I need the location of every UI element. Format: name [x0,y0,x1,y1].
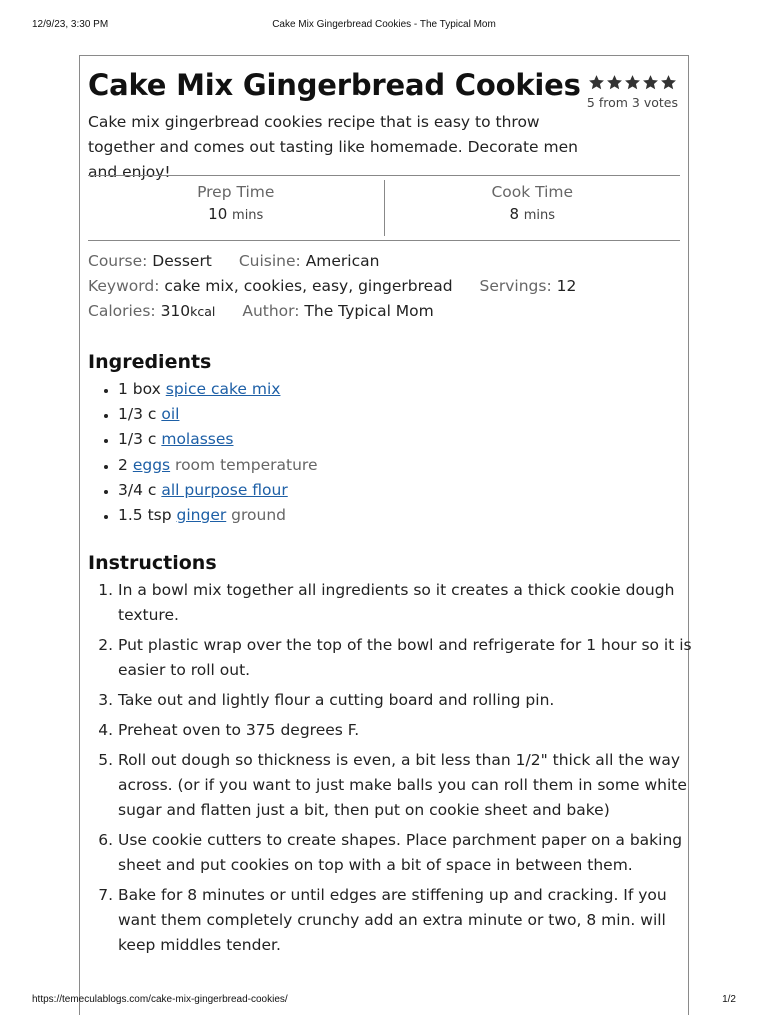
instruction-step: 3. Take out and lightly flour a cutting board and rolling pin. [118,688,708,713]
ingredient-link[interactable]: molasses [161,430,234,449]
ingredient-link[interactable]: spice cake mix [165,380,281,398]
ingredients-list [88,377,708,528]
course-label: Course: [88,252,148,270]
ingredient-note: room temperature [175,455,318,474]
meta-keyword [88,277,453,295]
instructions-list [88,578,708,963]
print-page-title: Cake Mix Gingerbread Cookies - The Typical Mom [272,19,496,30]
meta-author [242,302,433,320]
print-url: https://temeculablogs.com/cake-mix-gingerbread-cookies/ [32,994,288,1005]
servings-value[interactable]: 12 [556,277,577,295]
ingredient-link[interactable]: ginger [176,506,227,525]
instruction-step: 6. Use cookie cutters to create shapes. Place parchment paper on a baking sheet and put cookies on top with a bit of space in between them. [118,828,708,878]
list-item [118,478,708,503]
calories-label: Calories: [88,302,156,320]
ingredient-amount: 1/3 c [118,405,157,424]
cuisine-label: Cuisine: [238,252,301,270]
servings-label: Servings: [479,277,552,295]
cook-time-unit: mins [523,208,556,223]
rating-stars[interactable] [587,74,678,91]
list-item [118,377,708,402]
instruction-step: 2. Put plastic wrap over the top of the bowl and refrigerate for 1 hour so it is easier to roll out. [118,633,708,683]
ingredient-link[interactable]: oil [161,405,180,424]
course-value: Dessert [152,252,212,270]
keyword-value: cake mix, cookies, easy, gingerbread [164,277,453,295]
star-icon[interactable] [606,74,623,91]
prep-time-value: 10 [208,205,228,223]
meta-row [88,249,680,274]
meta-cuisine [239,252,380,270]
prep-time [88,176,384,240]
list-item [118,453,708,478]
meta-course [88,252,212,270]
ingredient-link[interactable]: all purpose flour [161,480,288,499]
star-icon[interactable] [642,74,659,91]
meta-row [88,274,680,299]
star-icon[interactable] [588,74,605,91]
print-header [32,19,736,33]
prep-time-label: Prep Time [197,183,275,201]
prep-time-unit: mins [232,208,264,223]
recipe-rating[interactable] [587,74,678,110]
print-page-number: 1/2 [722,994,736,1005]
ingredients-heading: Ingredients [88,351,212,373]
author-label: Author: [242,302,300,320]
cook-time-value: 8 [509,205,519,223]
instruction-step: 1. In a bowl mix together all ingredients so it creates a thick cookie dough texture. [118,578,708,628]
recipe-card [79,55,692,1015]
ingredient-amount: 1.5 tsp [118,506,172,525]
recipe-meta [88,249,680,324]
keyword-label: Keyword: [88,277,160,295]
list-item [118,503,708,528]
recipe-times [88,175,680,241]
print-footer [32,994,736,1008]
ingredient-amount: 2 [118,455,128,474]
list-item [118,427,708,452]
meta-row [88,299,680,324]
star-icon[interactable] [624,74,641,91]
recipe-summary: Cake mix gingerbread cookies recipe that is easy to throw together and comes out tasting like homemade. Decorate men and enjoy! [88,113,578,181]
instruction-step: 4. Preheat oven to 375 degrees F. [118,718,708,743]
star-icon[interactable] [660,74,677,91]
instruction-step: 7. Bake for 8 minutes or until edges are stiffening up and cracking. If you want them completely crunchy add an extra minute or two, 8 min. will keep middles tender. [118,883,708,958]
calories-unit: kcal [190,304,216,319]
ingredient-note: ground [231,506,287,525]
cook-time [384,180,681,236]
cuisine-value: American [305,252,380,270]
rating-votes: 5 from 3 votes [586,95,678,110]
instruction-step: 5. Roll out dough so thickness is even, a bit less than 1/2" thick all the way across. (or if you want to just make balls you can roll them in some white sugar and flatten just a bit, then put on cookie sheet and bake) [118,748,708,823]
print-datetime: 12/9/23, 3:30 PM [32,19,109,30]
ingredient-amount: 1 box [118,380,161,398]
instructions-heading: Instructions [88,552,217,574]
ingredient-link[interactable]: eggs [132,455,171,474]
calories-value: 310 [160,302,191,320]
list-item [118,402,708,427]
author-value: The Typical Mom [304,302,434,320]
ingredient-amount: 1/3 c [118,430,157,449]
meta-calories [88,302,215,320]
recipe-title: Cake Mix Gingerbread Cookies [88,68,581,102]
ingredient-amount: 3/4 c [118,480,157,499]
meta-servings [480,277,577,295]
cook-time-label: Cook Time [491,183,574,201]
